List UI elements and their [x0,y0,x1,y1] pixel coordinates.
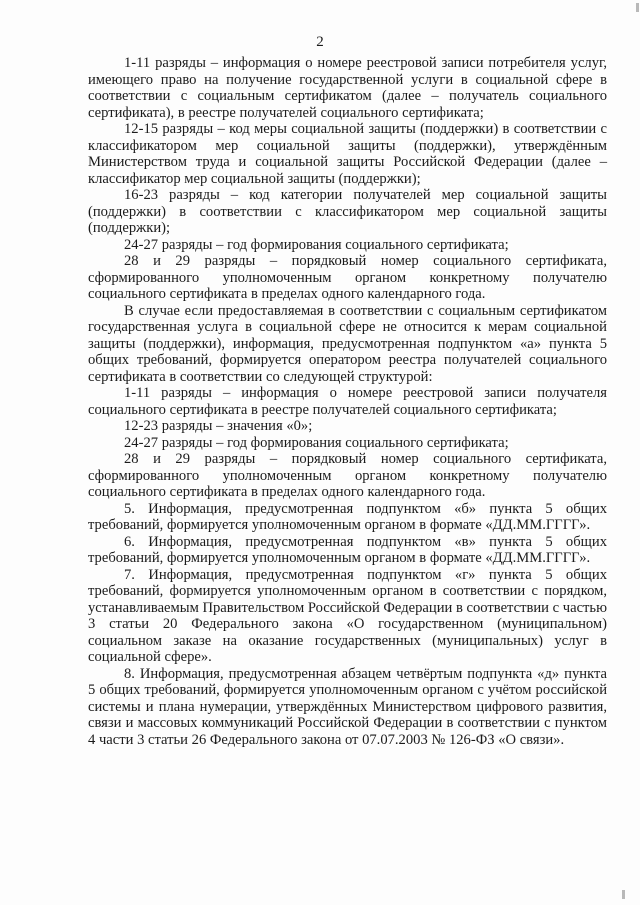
scan-edge-mark [636,3,639,12]
paragraph: 1-11 разряды – информация о номере реестровой записи потребителя услуг, имеющего право на получение государственной услуги в социальной сфере в соответствии с социальным сертификатом (далее – получатель социального сертификата), в реестре получателей социального сертификата; [88,55,607,121]
page-number: 2 [316,34,324,50]
paragraph: 8. Информация, предусмотренная абзацем четвёртым подпункта «д» пункта 5 общих требований, формируется уполномоченным органом с учётом российской системы и плана нумерации, утверждённых Министерством цифрового развития, связи и массовых коммуникаций Российской Федерации в соответствии с пунктом 4 части 3 статьи 26 Федерального закона от 07.07.2003 № 126-ФЗ «О связи». [88,665,607,748]
paragraph: 28 и 29 разряды – порядковый номер социального сертификата, сформированного уполномоченным органом конкретному получателю социального сертификата в пределах одного календарного года. [88,451,607,500]
paragraph: 24-27 разряды – год формирования социального сертификата; [124,434,509,451]
paragraph: В случае если предоставляемая в соответствии с социальным сертификатом государственная услуга в социальной сфере не относится к мерам социальной защиты (поддержки), информация, предусмотренная подпунктом «а» пункта 5 общих требований, формируется оператором реестра получателей социального сертификата в соответствии со следующей структурой: [88,302,607,385]
document-body [88,55,607,748]
paragraph: 28 и 29 разряды – порядковый номер социального сертификата, сформированного уполномоченным органом конкретному получателю социального сертификата в пределах одного календарного года. [88,253,607,302]
paragraph: 7. Информация, предусмотренная подпунктом «г» пункта 5 общих требований, формируется уполномоченным органом в соответствии с порядком, устанавливаемым Правительством Российской Федерации в соответствии с частью 3 статьи 20 Федерального закона «О государственном (муниципальном) социальном заказе на оказание государственных (муниципальных) услуг в социальной сфере». [88,566,607,665]
paragraph: 16-23 разряды – код категории получателей мер социальной защиты (поддержки) в соответствии с классификатором мер социальной защиты (поддержки); [88,187,607,236]
paragraph: 12-23 разряды – значения «0»; [124,418,313,434]
paragraph: 1-11 разряды – информация о номере реестровой записи получателя социального сертификата в реестре получателей социального сертификата; [88,385,607,418]
scan-edge-mark [622,890,625,899]
paragraph: 5. Информация, предусмотренная подпунктом «б» пункта 5 общих требований, формируется уполномоченным органом в формате «ДД.ММ.ГГГГ». [88,500,607,533]
paragraph: 24-27 разряды – год формирования социального сертификата; [124,236,509,253]
paragraph: 6. Информация, предусмотренная подпунктом «в» пункта 5 общих требований, формируется уполномоченным органом в формате «ДД.ММ.ГГГГ». [88,533,607,566]
paragraph: 12-15 разряды – код меры социальной защиты (поддержки) в соответствии с классификатором мер социальной защиты (поддержки), утверждённым Министерством труда и социальной защиты Российской Федерации (далее – классификатор мер социальной защиты (поддержки); [88,121,607,187]
